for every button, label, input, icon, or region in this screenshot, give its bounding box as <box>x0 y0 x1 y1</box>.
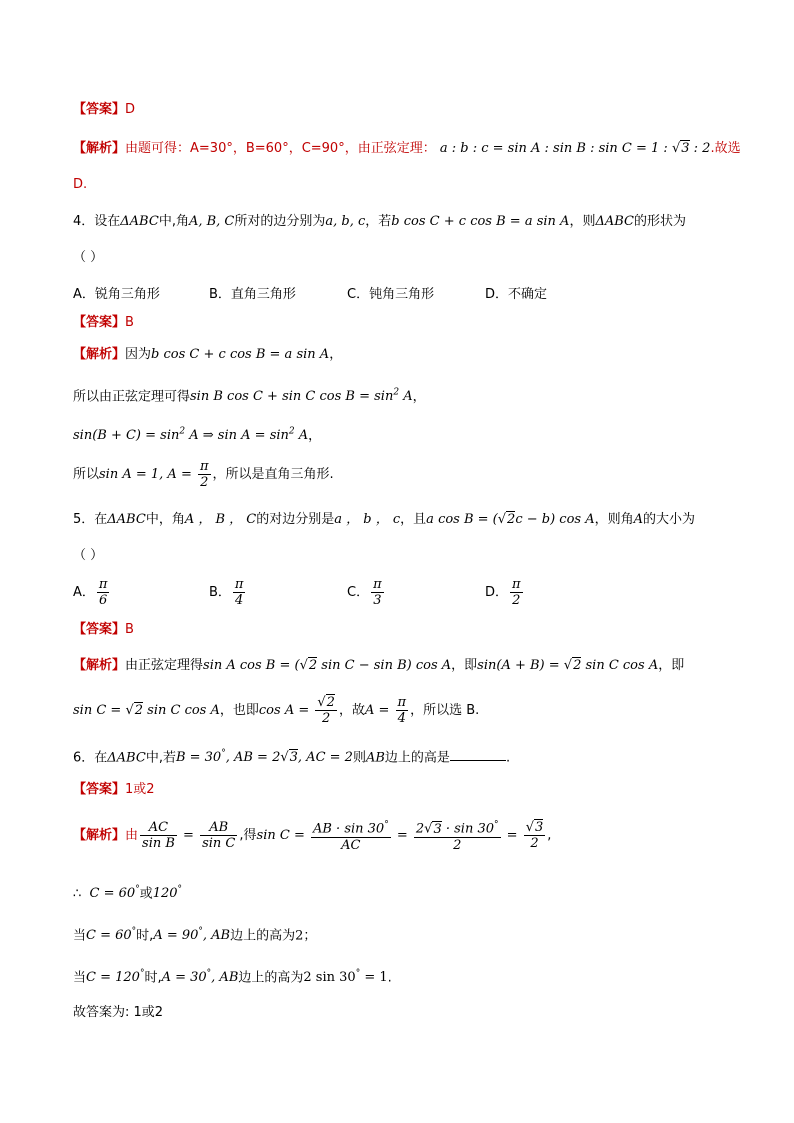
q6-stem-mid: 中,若 <box>145 750 176 766</box>
q3-answer: D <box>125 102 136 117</box>
q5-stem-suffix: ，则角 <box>594 512 634 527</box>
q5-option-a-frac: $\frac{\pi}{6}$ <box>98 577 108 608</box>
q4-answer-line <box>73 313 134 333</box>
q6-triangle: ΔABC <box>107 750 146 766</box>
answer-tag: 【答案】 <box>73 315 126 330</box>
q4-stem-mid3: ，若 <box>365 214 392 229</box>
q4-analysis-2 <box>73 383 426 407</box>
q6-or: 或 <box>139 886 153 902</box>
q6-analysis-1-mid: ,得 <box>239 828 257 843</box>
q3-analysis-cont-text: D. <box>73 177 88 192</box>
q6-case1-mid2: 边上的高为 <box>230 928 296 944</box>
q5-option-a-letter: A． <box>73 585 95 600</box>
q6-analysis-2 <box>73 880 182 904</box>
q4-option-c: C．钝角三角形 <box>347 287 435 302</box>
q4-stem-mid4: ，则 <box>569 214 596 229</box>
q3-analysis-line <box>73 139 741 159</box>
analysis-tag: 【解析】 <box>73 658 126 673</box>
q3-analysis-suffix: .故选 <box>710 141 741 156</box>
q5-analysis-1-math2: sin(A + B) = √2 sin C cos A <box>477 658 659 673</box>
answer-tag: 【答案】 <box>73 102 126 117</box>
q6-ab: AB <box>365 750 385 766</box>
q3-answer-line <box>73 100 135 120</box>
q5-option-c-frac: $\frac{\pi}{3}$ <box>373 577 382 608</box>
q4-answer: B <box>125 315 134 330</box>
q5-analysis-2-mid2: ，故 <box>338 703 365 718</box>
q6-case1-end: ； <box>303 928 317 944</box>
q5-analysis-2-mid: ，也即 <box>219 703 259 718</box>
q5-analysis-2-math: sin C = √2 sin C cos A <box>73 703 220 718</box>
q6-case2-mid: 时, <box>144 970 162 986</box>
q5-analysis-1-suffix: ，即 <box>658 658 685 673</box>
q6-case1-mid: 时, <box>136 928 154 944</box>
q4-analysis-1 <box>73 345 342 365</box>
q3-sine-ratio: a : b : c = sin A : sin B : sin C = 1 : √3 : 2 <box>439 141 711 156</box>
q4-analysis-1-suffix: ， <box>329 347 343 362</box>
q6-case2-c: C = 120° <box>86 969 145 986</box>
q4-analysis-2-suffix: ， <box>412 389 426 405</box>
q6-stem-prefix: 6．在 <box>73 750 108 766</box>
q4-analysis-1-math: b cos C + c cos B = a sin A <box>151 347 330 362</box>
q5-angle-a: A <box>633 512 644 527</box>
q5-analysis-1-math: sin A cos B = (√2 sin C − sin B) cos A <box>203 658 452 673</box>
q6-c-60: C = 60° <box>89 885 140 902</box>
q5-analysis-2-suffix: ，所以选 B. <box>410 703 480 718</box>
q6-sinc-calc: sin C = $\frac{AB \cdot \sin 30^\circ}{AC}$ = $\frac{2√3 \cdot \sin 30^\circ}{2}$ = $\frac{√3}{2}$ <box>256 820 544 853</box>
q4-triangle-2: ΔABC <box>595 214 634 229</box>
therefore-symbol: ∴ <box>73 886 82 902</box>
q6-case2-mid2: 边上的高为 <box>238 970 304 986</box>
q5-triangle: ΔABC <box>107 512 146 527</box>
q6-answer-blank <box>450 746 506 761</box>
q5-stem <box>73 510 695 530</box>
q5-option-b-frac: $\frac{\pi}{4}$ <box>234 577 244 608</box>
q6-case2-prefix: 当 <box>73 970 87 986</box>
q4-analysis-2-math: sin B cos C + sin C $\cos B = \sin^2 A$ <box>190 388 413 405</box>
q5-answer: B <box>125 622 134 637</box>
q4-condition: b cos C + c cos B = a sin A <box>391 214 570 229</box>
q4-analysis-4-prefix: 所以 <box>73 467 100 482</box>
q5-paren: （ ） <box>73 548 104 563</box>
q5-option-d-letter: D． <box>485 585 509 600</box>
q5-option-d-frac: $\frac{\pi}{2}$ <box>512 577 521 608</box>
q5-analysis-2-math3: A = $\frac{\pi}{4}$ <box>364 695 407 726</box>
q6-stem-mid2: 则 <box>352 750 366 766</box>
answer-tag: 【答案】 <box>73 782 126 797</box>
q6-case-1 <box>73 922 316 946</box>
q4-analysis-4-suffix: ，所以是直角三角形. <box>212 467 334 482</box>
q6-stem <box>73 744 510 768</box>
q5-sides: a ， b ， c <box>334 512 401 527</box>
q5-analysis-1 <box>73 656 684 676</box>
q6-case1-c: C = 60° <box>86 927 137 944</box>
q5-option-c-letter: C． <box>347 585 370 600</box>
analysis-tag: 【解析】 <box>73 347 126 362</box>
q4-stem-prefix: 4．设在 <box>73 214 121 229</box>
q6-case1-prefix: 当 <box>73 928 87 944</box>
q6-stem-end: . <box>505 750 511 766</box>
q4-analysis-2-prefix: 所以由正弦定理可得 <box>73 389 191 405</box>
q5-analysis-1-mid: ，即 <box>451 658 478 673</box>
analysis-tag: 【解析】 <box>73 141 126 156</box>
q5-stem-mid: 中，角 <box>145 512 185 527</box>
q6-analysis-1-end: , <box>547 828 552 843</box>
q4-stem-suffix: 的形状为 <box>634 214 687 229</box>
q4-stem-mid2: 所对的边分别为 <box>234 214 326 229</box>
q5-answer-line <box>73 620 134 640</box>
q5-option-c <box>347 577 386 608</box>
q6-case-2 <box>73 964 392 988</box>
q4-analysis-1-prefix: 因为 <box>125 347 152 362</box>
q5-option-a <box>73 577 111 608</box>
q5-angles: A ， B ， C <box>184 512 257 527</box>
q4-stem <box>73 212 686 232</box>
q4-paren: （ ） <box>73 250 104 265</box>
q6-analysis-1-prefix: 由 <box>125 828 139 843</box>
q3-analysis-cont <box>73 175 87 195</box>
q4-angles: A, B, C <box>188 214 235 229</box>
q5-stem-prefix: 5．在 <box>73 512 108 527</box>
q6-case2-h: 2 sin 30° = 1 <box>303 969 388 986</box>
q3-analysis-prefix: 由题可得：A=30°，B=60°，C=90°，由正弦定理： <box>125 141 436 156</box>
q4-stem-mid: 中,角 <box>158 214 189 229</box>
q6-answer-line <box>73 780 155 800</box>
q6-givens: B = 30°, AB = 2√3, AC = 2 <box>175 749 353 766</box>
q5-analysis-1-prefix: 由正弦定理得 <box>125 658 204 673</box>
analysis-tag: 【解析】 <box>73 828 126 843</box>
q6-c-120: 120° <box>152 885 183 902</box>
q6-answer: 1或2 <box>125 782 155 797</box>
q5-stem-mid2: 的对边分别是 <box>256 512 335 527</box>
q6-case2-a: A = 30°, AB <box>161 969 239 986</box>
q4-option-a: A．锐角三角形 <box>73 287 160 302</box>
q4-option-b: B．直角三角形 <box>209 287 296 302</box>
q5-analysis-2-math2: cos A = $\frac{√2}{2}$ <box>258 695 335 726</box>
q5-condition: a cos B = (√2c − b) cos A <box>426 512 595 527</box>
q5-stem-suffix2: 的大小为 <box>643 512 696 527</box>
q6-case1-h: 2 <box>295 928 304 944</box>
q5-option-b <box>209 577 247 608</box>
q6-final: 故答案为: 1或2 <box>73 1005 164 1020</box>
q4-analysis-4 <box>73 458 334 492</box>
q5-analysis-2 <box>73 693 479 729</box>
q4-triangle: ΔABC <box>120 214 159 229</box>
answer-tag: 【答案】 <box>73 622 126 637</box>
q6-case2-end: . <box>387 970 392 986</box>
q4-analysis-4-math: sin A = 1, A = $\frac{\pi}{2}$ <box>99 459 209 490</box>
q5-option-b-letter: B． <box>209 585 231 600</box>
q6-stem-suffix: 边上的高是 <box>384 750 450 766</box>
q4-analysis-3-math: $\sin(B + C) = \sin^2 A$ ⇒ $\sin A = \sin^2 A$ <box>73 427 309 444</box>
q6-analysis-1 <box>73 816 551 856</box>
q4-analysis-3 <box>73 422 321 446</box>
q4-option-d: D．不确定 <box>485 287 548 302</box>
q4-analysis-3-suffix: ， <box>308 428 322 444</box>
q6-case1-a: A = 90°, AB <box>153 927 231 944</box>
q5-stem-mid3: ，且 <box>400 512 427 527</box>
q6-law-of-sines: $\frac{AC}{\text{sin B}}$ = $\frac{AB}{\text{sin C}}$ <box>142 820 236 851</box>
q5-option-d <box>485 577 525 608</box>
q4-sides: a, b, c <box>325 214 366 229</box>
